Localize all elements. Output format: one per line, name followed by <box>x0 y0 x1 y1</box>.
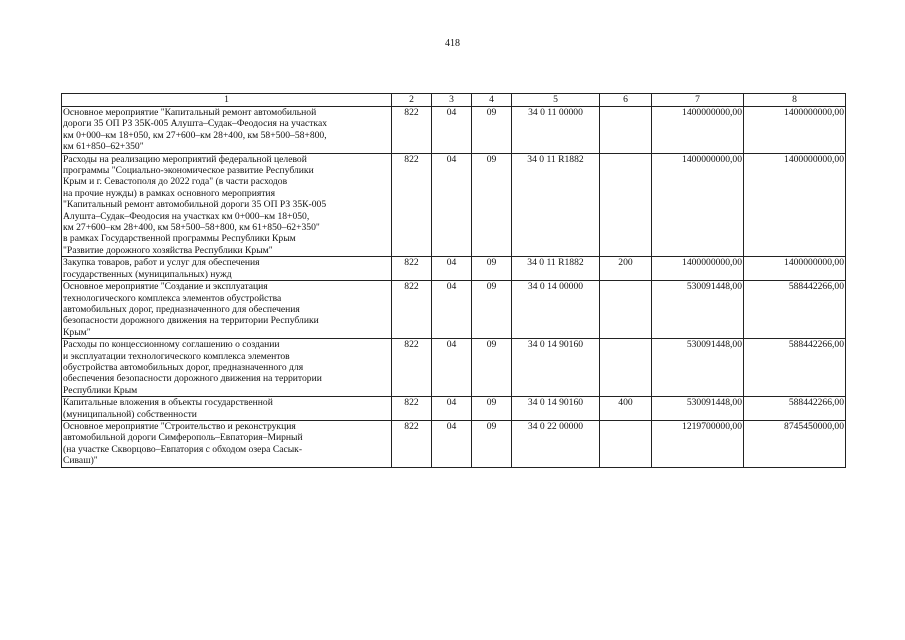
row-expense-type <box>600 420 652 467</box>
header-col-6: 6 <box>600 94 652 107</box>
row-expense-type <box>600 281 652 339</box>
row-subsection-code: 09 <box>472 281 512 339</box>
row-amount-col8: 588442266,00 <box>744 281 846 339</box>
row-amount-col7: 1219700000,00 <box>652 420 744 467</box>
row-ministry-code: 822 <box>392 420 432 467</box>
row-amount-col8: 588442266,00 <box>744 339 846 397</box>
table-row <box>62 257 846 281</box>
header-col-7: 7 <box>652 94 744 107</box>
row-ministry-code: 822 <box>392 107 432 154</box>
row-section-code: 04 <box>432 339 472 397</box>
row-name: Расходы по концессионному соглашению о создании и эксплуатации технологического комплекса элементов обустройства автомобильных дорог, предназначенного для обеспечения безопасности дорожного движения на территории Республики Крым <box>62 339 392 397</box>
header-col-2: 2 <box>392 94 432 107</box>
table-row <box>62 397 846 421</box>
row-expense-type <box>600 107 652 154</box>
page-number: 418 <box>445 38 460 49</box>
table-row <box>62 339 846 397</box>
row-amount-col7: 530091448,00 <box>652 397 744 421</box>
header-col-5: 5 <box>512 94 600 107</box>
budget-table <box>61 93 846 468</box>
table-row <box>62 420 846 467</box>
row-ministry-code: 822 <box>392 153 432 257</box>
row-name: Капитальные вложения в объекты государственной (муниципальной) собственности <box>62 397 392 421</box>
row-target-article: 34 0 14 00000 <box>512 281 600 339</box>
row-amount-col7: 530091448,00 <box>652 281 744 339</box>
row-target-article: 34 0 14 90160 <box>512 397 600 421</box>
row-section-code: 04 <box>432 397 472 421</box>
row-ministry-code: 822 <box>392 339 432 397</box>
row-expense-type: 200 <box>600 257 652 281</box>
row-expense-type <box>600 153 652 257</box>
row-name: Расходы на реализацию мероприятий федеральной целевой программы "Социально-экономическое развитие Республики Крым и г. Севастополя до 2022 года" (в части расходов на прочие нужды) в рамках основного мероприятия "Капитальный ремонт автомобильной дороги 35 ОП РЗ 35К-005 Алушта–Судак–Феодосия на участках км 0+000–км 18+050, км 27+600–км 28+400, км 58+500–58+800, км 61+850–62+350" в рамках Государственной программы Республики Крым "Развитие дорожного хозяйства Республики Крым" <box>62 153 392 257</box>
row-ministry-code: 822 <box>392 257 432 281</box>
header-col-3: 3 <box>432 94 472 107</box>
row-section-code: 04 <box>432 420 472 467</box>
row-subsection-code: 09 <box>472 107 512 154</box>
row-section-code: 04 <box>432 153 472 257</box>
header-row <box>62 94 846 107</box>
row-amount-col7: 1400000000,00 <box>652 107 744 154</box>
row-name: Основное мероприятие "Капитальный ремонт автомобильной дороги 35 ОП РЗ 35К-005 Алушта–Судак–Феодосия на участках км 0+000–км 18+050, км 27+600–км 28+400, км 58+500–58+800, км 61+850–62+350" <box>62 107 392 154</box>
row-subsection-code: 09 <box>472 153 512 257</box>
row-name: Основное мероприятие "Строительство и реконструкция автомобильной дороги Симферополь–Евпатория–Мирный (на участке Скворцово–Евпатория с обходом озера Сасык- Сиваш)" <box>62 420 392 467</box>
row-ministry-code: 822 <box>392 281 432 339</box>
row-expense-type: 400 <box>600 397 652 421</box>
row-amount-col8: 588442266,00 <box>744 397 846 421</box>
table-row <box>62 153 846 257</box>
row-amount-col7: 530091448,00 <box>652 339 744 397</box>
row-target-article: 34 0 11 R1882 <box>512 257 600 281</box>
row-amount-col8: 1400000000,00 <box>744 107 846 154</box>
row-amount-col7: 1400000000,00 <box>652 257 744 281</box>
row-target-article: 34 0 11 R1882 <box>512 153 600 257</box>
row-name: Закупка товаров, работ и услуг для обеспечения государственных (муниципальных) нужд <box>62 257 392 281</box>
table-row <box>62 281 846 339</box>
header-col-4: 4 <box>472 94 512 107</box>
row-subsection-code: 09 <box>472 397 512 421</box>
row-expense-type <box>600 339 652 397</box>
row-ministry-code: 822 <box>392 397 432 421</box>
row-amount-col8: 1400000000,00 <box>744 153 846 257</box>
row-name: Основное мероприятие "Создание и эксплуатация технологического комплекса элементов обустройства автомобильных дорог, предназначенного для обеспечения безопасности дорожного движения на территории Республики Крым" <box>62 281 392 339</box>
row-section-code: 04 <box>432 281 472 339</box>
header-col-1: 1 <box>62 94 392 107</box>
row-section-code: 04 <box>432 257 472 281</box>
row-amount-col8: 8745450000,00 <box>744 420 846 467</box>
row-amount-col8: 1400000000,00 <box>744 257 846 281</box>
row-target-article: 34 0 14 90160 <box>512 339 600 397</box>
row-target-article: 34 0 22 00000 <box>512 420 600 467</box>
row-amount-col7: 1400000000,00 <box>652 153 744 257</box>
header-col-8: 8 <box>744 94 846 107</box>
row-subsection-code: 09 <box>472 257 512 281</box>
row-target-article: 34 0 11 00000 <box>512 107 600 154</box>
table-row <box>62 107 846 154</box>
row-section-code: 04 <box>432 107 472 154</box>
row-subsection-code: 09 <box>472 339 512 397</box>
row-subsection-code: 09 <box>472 420 512 467</box>
